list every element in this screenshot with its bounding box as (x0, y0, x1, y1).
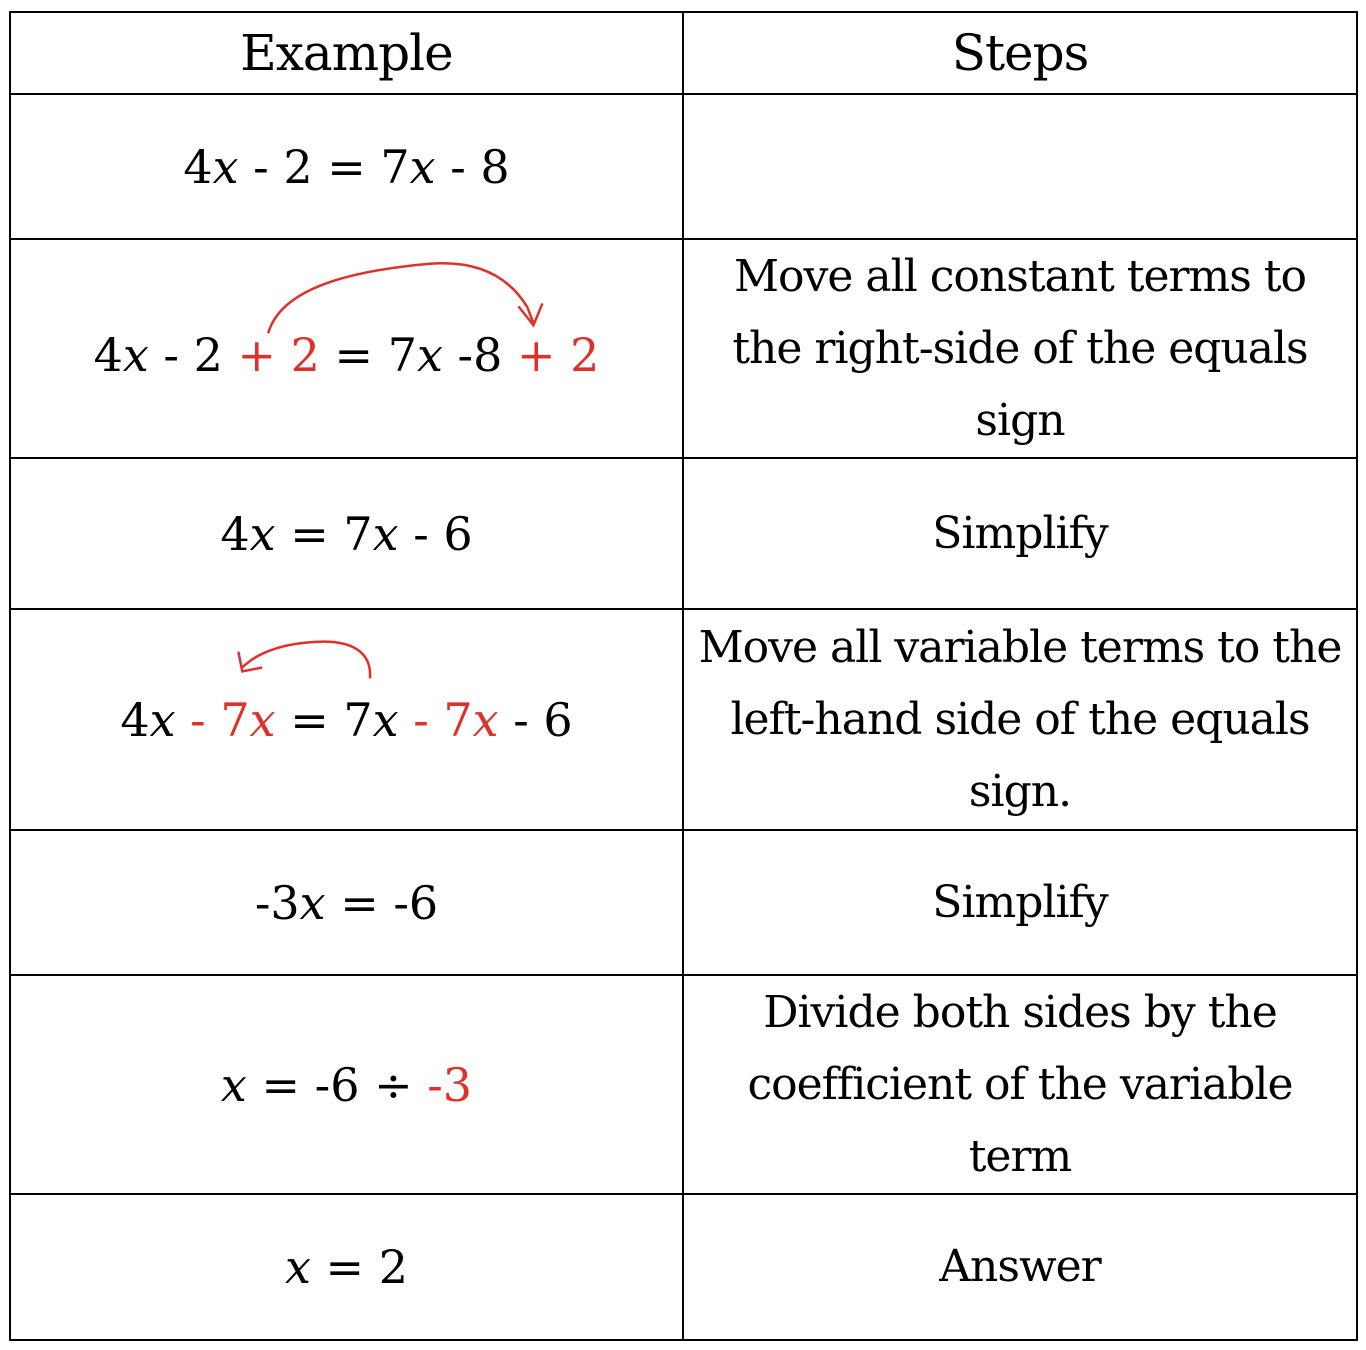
table-row (10, 94, 1357, 239)
variable-x: x (472, 692, 499, 747)
step-cell (683, 1194, 1357, 1340)
example-cell (10, 830, 683, 975)
variable-x: x (416, 327, 443, 382)
equation-part: = 2 (310, 1240, 408, 1294)
step-cell (683, 239, 1357, 458)
variable-x: x (372, 692, 399, 747)
equation-part: 4 (220, 506, 250, 561)
equation-part: - 6 (398, 506, 473, 561)
table-row (10, 1194, 1357, 1340)
step-cell (683, 94, 1357, 239)
example-cell (10, 1194, 683, 1340)
variable-x: x (122, 327, 149, 382)
variable-x: x (212, 139, 239, 194)
step-text: Divide both sides by the coefficient of the variable term (747, 986, 1293, 1182)
equation-part: = -6 ÷ (246, 1057, 428, 1112)
equation-part: = 7 (319, 327, 417, 382)
step-text: Answer (939, 1241, 1101, 1292)
equation-part: = -6 (325, 875, 439, 930)
equation-part: = 7 (275, 506, 373, 561)
equation (183, 140, 509, 194)
step-text: Simplify (932, 507, 1108, 559)
equation (255, 876, 438, 930)
step-text: Move all constant terms to the right-side of the equals sign (732, 250, 1308, 446)
table-row (10, 609, 1357, 830)
header-row (10, 12, 1357, 94)
header-steps: Steps (683, 12, 1357, 94)
example-cell (10, 609, 683, 830)
equation (120, 693, 572, 747)
equation-part: 4 (93, 327, 123, 382)
equation-part: + 2 (517, 327, 600, 382)
equation-part: - 7 (175, 692, 250, 747)
variable-x: x (409, 139, 436, 194)
equation-part: - 2 (148, 327, 238, 382)
step-text: Simplify (932, 876, 1108, 928)
equation (94, 328, 600, 382)
variable-x: x (284, 1240, 311, 1294)
step-cell (683, 609, 1357, 830)
equation-part: 4 (120, 692, 150, 747)
variable-x: x (372, 506, 399, 561)
header-example: Example (10, 12, 683, 94)
equation (220, 507, 472, 561)
example-cell (10, 94, 683, 239)
equation-part: -3 (254, 875, 300, 930)
equation-part: -8 (442, 327, 517, 382)
equation-part: - 8 (435, 139, 510, 194)
equation-part: + 2 (237, 327, 320, 382)
step-cell (683, 975, 1357, 1194)
step-cell (683, 830, 1357, 975)
equation-part: - 7 (398, 692, 473, 747)
steps-table (9, 11, 1358, 1341)
equation-part: 4 (183, 139, 213, 194)
table-row (10, 975, 1357, 1194)
example-cell (10, 975, 683, 1194)
equation-part: - 2 = 7 (238, 139, 410, 194)
equation-part: = 7 (275, 692, 373, 747)
equation-part: -3 (427, 1057, 473, 1112)
variable-x: x (220, 1057, 247, 1112)
equation (285, 1240, 408, 1294)
table-row (10, 458, 1357, 609)
variable-x: x (249, 506, 276, 561)
table-row (10, 239, 1357, 458)
step-text: Move all variable terms to the left-hand side of the equals sign. (698, 621, 1342, 817)
table-row (10, 830, 1357, 975)
variable-x: x (149, 692, 176, 747)
variable-x: x (249, 692, 276, 747)
equation (221, 1058, 472, 1112)
example-cell (10, 458, 683, 609)
variable-x: x (299, 875, 326, 930)
step-cell (683, 458, 1357, 609)
example-cell (10, 239, 683, 458)
equation-part: - 6 (498, 692, 573, 747)
